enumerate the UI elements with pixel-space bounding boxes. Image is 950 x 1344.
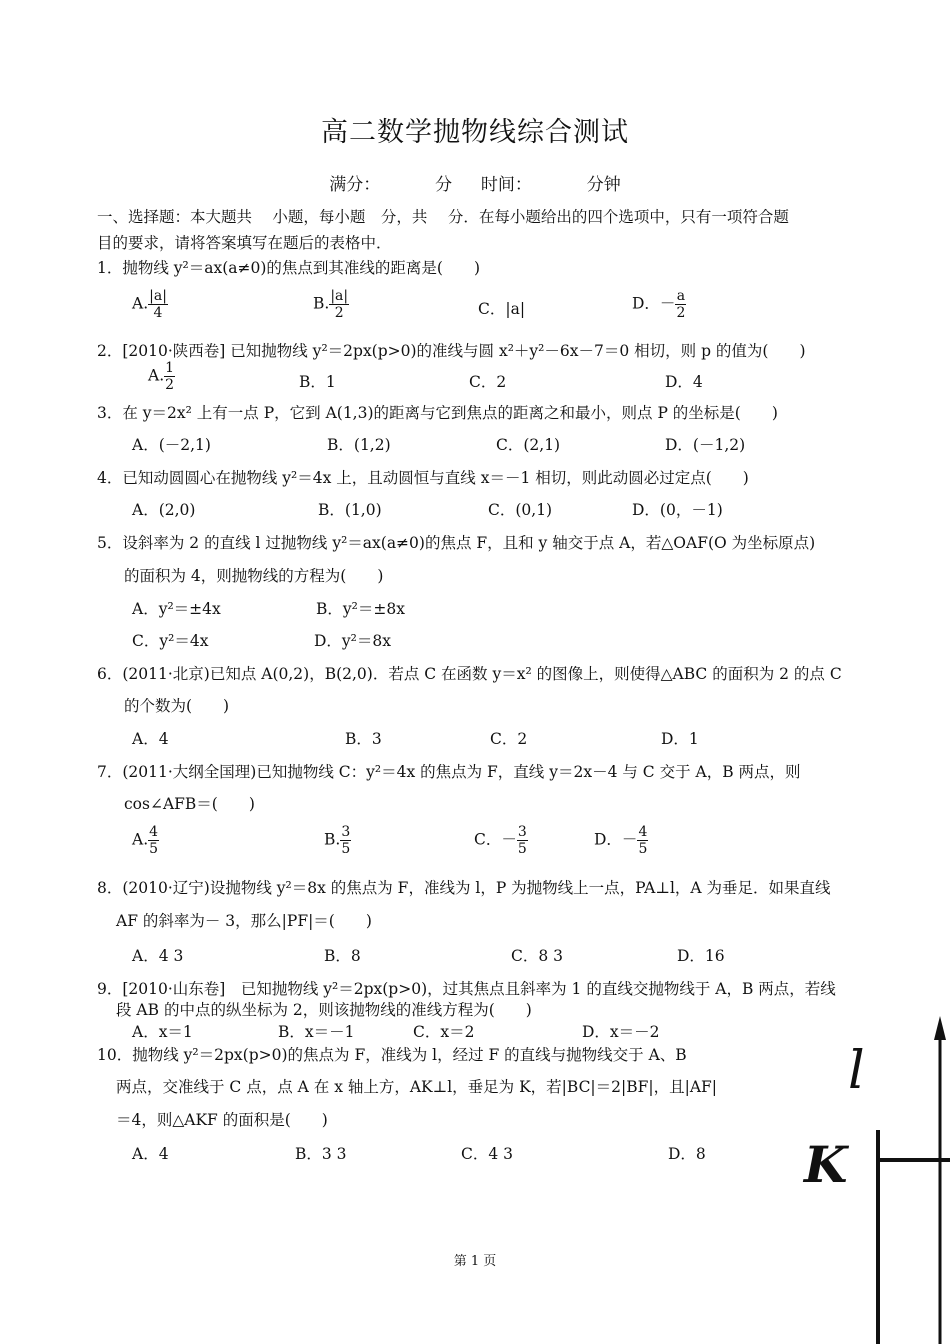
time-unit: 分钟 <box>586 175 621 195</box>
question-10: 10．抛物线 y²＝2px(p>0)的焦点为 F，准线为 l，经过 F 的直线与抛物线交于 A、B <box>97 1046 687 1064</box>
question-7-cont: cos∠AFB＝( ) <box>124 795 255 813</box>
option-d: D．8 <box>668 1145 706 1163</box>
full-score-unit: 分 <box>435 175 453 195</box>
question-9-cont: 段 AB 的中点的纵坐标为 2，则该抛物线的准线方程为( ) <box>116 1001 532 1019</box>
option-b: B．3 3 <box>295 1145 347 1163</box>
option-c: C．x＝2 <box>413 1023 475 1041</box>
option-b: B．8 <box>324 947 361 965</box>
question-6-cont: 的个数为( ) <box>124 697 230 715</box>
option-b: B．(1,2) <box>327 436 391 454</box>
intro-line: 一、选择题：本大题共 小题，每小题 分，共 分．在每小题给出的四个选项中，只有一项符合题 <box>97 208 789 226</box>
question-10-cont: ＝4，则△AKF 的面积是( ) <box>116 1111 328 1129</box>
option-c: C．4 3 <box>461 1145 514 1163</box>
option-a: A．(2,0) <box>132 501 196 519</box>
option-c: C．(2,1) <box>496 436 561 454</box>
option-d: D．y²＝8x <box>314 632 392 650</box>
question-7: 7．(2011·大纲全国理)已知抛物线 C：y²＝4x 的焦点为 F，直线 y＝2x－4 与 C 交于 A，B 两点，则 <box>97 763 801 781</box>
intro-line: 目的要求，请将答案填写在题后的表格中． <box>97 234 392 252</box>
option-c: C．y²＝4x <box>132 632 209 650</box>
option-a: A．x＝1 <box>132 1023 193 1041</box>
option-a: A．4 <box>132 730 169 748</box>
option-a: A. $\frac{|a|}{4}$ <box>132 288 167 321</box>
question-9: 9．[2010·山东卷] 已知抛物线 y²＝2px(p>0)，过其焦点且斜率为 1 的直线交抛物线于 A，B 两点，若线 <box>97 980 836 998</box>
option-d: D．1 <box>661 730 699 748</box>
option-c: C．－ $\frac{3}{5}$ <box>474 824 527 857</box>
option-c: C．(0,1) <box>488 501 553 519</box>
option-d: D．4 <box>665 373 703 391</box>
time-label: 时间： <box>480 175 532 195</box>
option-c: C．2 <box>469 373 507 391</box>
option-c: C．|a| <box>478 300 526 318</box>
question-6: 6．(2011·北京)已知点 A(0,2)，B(2,0)．若点 C 在函数 y＝x² 的图像上，则使得△ABC 的面积为 2 的点 C <box>97 665 842 683</box>
option-a: A. $\frac{4}{5}$ <box>132 824 159 857</box>
question-2: 2．[2010·陕西卷] 已知抛物线 y²＝2px(p>0)的准线与圆 x²＋y²－6x－7＝0 相切，则 p 的值为( ) <box>97 342 806 360</box>
option-b: B. $\frac{|a|}{2}$ <box>313 288 349 321</box>
option-b: B．3 <box>345 730 382 748</box>
option-a: A．(－2,1) <box>132 436 211 454</box>
option-a: A．4 3 <box>132 947 184 965</box>
axis-arrow-icon <box>934 1016 946 1040</box>
page-footer: 第 1 页 <box>453 1254 497 1269</box>
option-b: B．1 <box>299 373 336 391</box>
option-b: B. $\frac{3}{5}$ <box>324 824 351 857</box>
option-c: C．8 3 <box>511 947 564 965</box>
option-b: B．(1,0) <box>318 501 382 519</box>
option-c: C．2 <box>490 730 528 748</box>
option-d: D．－ $\frac{4}{5}$ <box>594 824 648 857</box>
question-10-cont: 两点，交准线于 C 点，点 A 在 x 轴上方，AK⊥l，垂足为 K，若|BC|＝2|BF|，且|AF| <box>116 1078 717 1096</box>
page-title: 高二数学抛物线综合测试 <box>321 117 629 148</box>
option-a: A. $\frac{1}{2}$ <box>148 360 175 393</box>
option-a: A．y²＝±4x <box>132 600 221 618</box>
question-8: 8．(2010·辽宁)设抛物线 y²＝8x 的焦点为 F，准线为 l，P 为抛物线上一点，PA⊥l，A 为垂足．如果直线 <box>97 879 831 897</box>
label-k: K <box>804 1135 848 1194</box>
label-l: l <box>848 1041 865 1101</box>
question-4: 4．已知动圆圆心在抛物线 y²＝4x 上，且动圆恒与直线 x＝－1 相切，则此动圆必过定点( ) <box>97 469 749 487</box>
parabola-figure <box>800 1010 950 1344</box>
option-a: A．4 <box>132 1145 169 1163</box>
full-score-label: 满分： <box>329 175 381 195</box>
option-b: B．x＝－1 <box>278 1023 355 1041</box>
option-d: D．16 <box>677 947 725 965</box>
question-3: 3．在 y＝2x² 上有一点 P，它到 A(1,3)的距离与它到焦点的距离之和最小，则点 P 的坐标是( ) <box>97 404 778 422</box>
question-8-cont: AF 的斜率为－ 3，那么|PF|＝( ) <box>116 912 372 930</box>
question-5: 5．设斜率为 2 的直线 l 过抛物线 y²＝ax(a≠0)的焦点 F，且和 y 轴交于点 A，若△OAF(O 为坐标原点) <box>97 534 816 552</box>
question-1: 1．抛物线 y²＝ax(a≠0)的焦点到其准线的距离是( ) <box>97 259 481 277</box>
option-d: D．－ $\frac{a}{2}$ <box>632 288 686 321</box>
question-5-cont: 的面积为 4，则抛物线的方程为( ) <box>124 567 384 585</box>
score-time-line <box>0 170 950 195</box>
option-d: D．x＝－2 <box>582 1023 660 1041</box>
option-d: D．(0，－1) <box>632 501 723 519</box>
option-b: B．y²＝±8x <box>316 600 405 618</box>
option-d: D．(－1,2) <box>665 436 746 454</box>
